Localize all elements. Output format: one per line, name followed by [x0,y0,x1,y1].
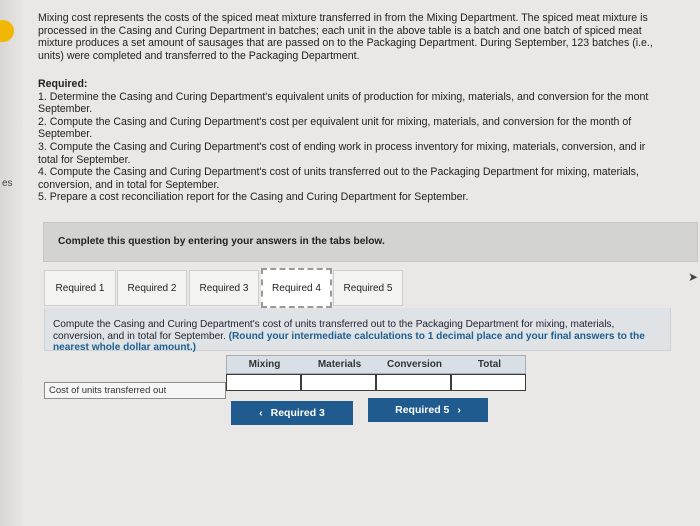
tab-required-4[interactable]: Required 4 [261,268,332,308]
required-line: 2. Compute the Casing and Curing Department's cost per equivalent unit for mixing, materials, and conversion for the month of [38,115,632,128]
required-line: September. [38,128,93,141]
instruction-text: Complete this question by entering your answers in the tabs below. [58,236,385,247]
row-label-text: Cost of units transferred out [49,385,167,396]
next-required-5-button[interactable] [368,398,488,422]
tab-required-2[interactable]: Required 2 [117,270,187,306]
question-body: Compute the Casing and Curing Department's cost of units transferred out to the Packaging Department for mixing, materials, conversion, and in total for September. [53,319,615,342]
conversion-input[interactable] [376,374,451,391]
rounding-note: (Round your intermediate calculations to 1 decimal place and your final answers to the nearest whole dollar amount.) [53,330,645,353]
question-text [53,319,665,354]
chevron-right-icon: › [457,404,461,416]
previous-required-3-button[interactable] [231,401,353,425]
required-heading: Required: [38,78,88,90]
side-text-fragment: es [2,178,13,189]
required-line: 1. Determine the Casing and Curing Department's equivalent units of production for mixing, materials, and conversion for the mont [38,90,649,103]
required-list [38,78,700,204]
problem-line: mixture produces a set amount of sausages that are passed on to the Packaging Department. During September, 123 batches (i.e., [38,37,653,50]
column-header-conversion: Conversion [386,359,442,370]
column-header-total: Total [477,359,502,370]
mixing-input[interactable] [226,374,301,391]
problem-line: processed in the Casing and Curing Department in batches; each unit in the above table is a batch and one batch of spiced meat [38,24,642,37]
materials-input[interactable] [301,374,376,391]
problem-line: units) were completed and transferred to the Packaging Department. [38,49,360,62]
tab-required-1[interactable]: Required 1 [44,270,116,306]
column-header-materials: Materials [317,359,362,370]
pointer-arrow-icon: ➤ [687,270,698,284]
column-header-mixing: Mixing [248,359,281,370]
problem-description [38,12,700,62]
required-line: conversion, and in total for September. [38,178,220,191]
chevron-left-icon: ‹ [259,407,263,419]
question-panel [44,308,671,351]
instruction-bar [43,222,698,262]
next-button-label: Required 5 [395,404,450,416]
required-line: 3. Compute the Casing and Curing Department's cost of ending work in process inventory for mixing, materials, conversion, and ir [38,140,646,153]
prev-button-label: Required 3 [270,407,325,419]
table-header-row [226,355,526,374]
required-line: 4. Compute the Casing and Curing Department's cost of units transferred out to the Packaging Department for mixing, materials, [38,166,639,179]
answer-table [44,355,526,397]
row-label-cost-transferred-out [44,382,226,399]
total-input[interactable] [451,374,526,391]
required-line: total for September. [38,153,131,166]
tab-required-3[interactable]: Required 3 [189,270,259,306]
left-panel-strip [0,0,22,526]
required-line: September. [38,103,93,116]
required-line: 5. Prepare a cost reconciliation report for the Casing and Curing Department for September. [38,191,469,204]
problem-line: Mixing cost represents the costs of the spiced meat mixture transferred in from the Mixing Department. The spiced meat mixture is [38,12,648,24]
tab-required-5[interactable]: Required 5 [333,270,403,306]
